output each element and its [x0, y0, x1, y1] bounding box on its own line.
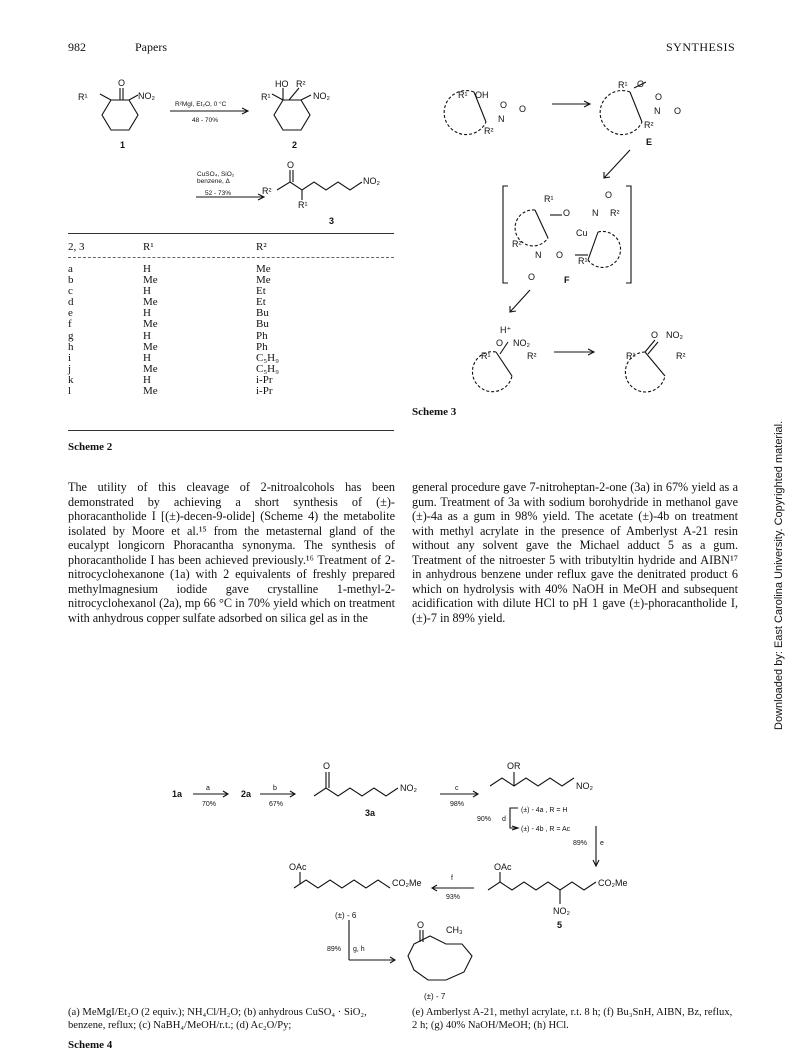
body-text-right: general procedure gave 7-nitroheptan-2-one (3a) in 67% yield as a gum. Treatment of 3a with sodium borohydride in methanol gave (±)-4a as a gum in 98% yield. The acetate (±)-4b on treatment with methyl acrylate in the presence of Amberlyst A-21 resin without any solvent gave the Michael adduct 5 as a gum. Treatment of the nitroester 5 with tributyltin hydride and AIBN¹⁷ in anhydrous benzene under reflux gave the denitrated product 6 which on hydrolysis with 40% NaOH in MeOH and subsequent acidification with dilute HCl to pH 1 gave (±)-phoracantholide I, (±)-7 in 89% yield.	[412, 480, 738, 625]
c3-no2: NO₂	[363, 176, 380, 186]
row-compound: i	[68, 351, 72, 364]
row-r2: Bu	[256, 307, 269, 320]
row-r2: Bu	[256, 318, 269, 331]
row-r2: i-Pr	[256, 385, 273, 398]
scheme4-label: Scheme 4	[68, 1039, 113, 1051]
row-r2: Ph	[256, 329, 268, 342]
row-r2: C₅H₉	[256, 362, 279, 375]
c3-r1: R¹	[298, 200, 308, 210]
s4-3a-no2: NO₂	[400, 783, 417, 793]
s3e-r2: R²	[644, 120, 654, 130]
page-number: 982	[68, 40, 86, 54]
s4-ye: 89%	[573, 840, 588, 847]
s4-6-oac: OAc	[289, 862, 307, 872]
download-watermark	[759, 400, 785, 730]
s3e-o: O	[637, 79, 645, 89]
s4-7: (±) - 7	[424, 992, 446, 1001]
s3f-r1b: R¹	[578, 256, 588, 266]
s4-yb: 67%	[269, 801, 284, 808]
row-compound: a	[68, 263, 73, 275]
s4-a: a	[206, 785, 210, 792]
s4-yf: 93%	[446, 894, 461, 901]
c2-r2: R²	[296, 79, 306, 89]
s3c-r1: R¹	[626, 351, 636, 361]
download-watermark-text: Downloaded by: East Carolina University. Copyrighted material.	[773, 420, 785, 730]
yield-2: 52 - 73%	[205, 190, 232, 197]
s4-3a-o: O	[323, 761, 331, 771]
c2-r1: R¹	[261, 92, 271, 102]
reagent-1: R²MgI, Et₂O, 0 °C	[175, 101, 227, 108]
s3f-r2b: R²	[512, 239, 522, 249]
body-text-left: The utility of this cleavage of 2-nitroalcohols has been demonstrated by achieving a short synthesis of (±)-phoracantholide I [(±)-decen-9-olide] (Scheme 4) the metabolite isolated by Moore et al.¹⁵ from the metasternal gland of the eucalypt longicorn Phoracantha synonyma. The synthesis of phoracantholide I has been achieved previously.¹⁶ Treatment of 2-nitrocyclohexanone (1a) with 2 equivalents of freshly prepared methylmagnesium iodide gave crystalline 1-methyl-2-nitrocyclohexanol (2a), mp 66 °C in 70% yield which on treatment with anhydrous copper sulfate adsorbed on silica gel as in the	[68, 480, 395, 625]
s3f-n1: N	[592, 208, 599, 218]
row-compound: k	[68, 373, 74, 386]
s3a-r2: R²	[484, 126, 494, 136]
s3a-oh: OH	[475, 90, 489, 100]
scheme4-footnote-left: (a) MeMgI/Et₂O (2 equiv.); NH₄Cl/H₂O; (b) anhydrous CuSO₄ · SiO₂, benzene, reflux; (c) NaBH₄/MeOH/r.t.; (d) Ac₂O/Py;	[68, 1007, 367, 1031]
row-r1: Me	[143, 385, 158, 398]
row-r2: C₅H₉	[256, 351, 279, 364]
row-compound: l	[68, 385, 72, 398]
s4-3a: 3a	[365, 808, 376, 818]
row-r2: Et	[256, 285, 266, 298]
c1-no2: NO₂	[138, 91, 155, 101]
cmpd-1-label: 1	[120, 140, 126, 150]
s3f-o1: O	[563, 208, 571, 218]
s4-gh: g, h	[353, 946, 365, 953]
cmpd-3-label: 3	[329, 216, 335, 226]
s4-ya: 70%	[202, 801, 217, 808]
row-r2: Me	[256, 274, 271, 287]
s4-e: e	[600, 840, 604, 847]
c1-r1: R¹	[78, 92, 88, 102]
c3-o: O	[287, 160, 295, 170]
row-r1: H	[143, 307, 151, 320]
s4-4b: (±) - 4b , R = Ac	[521, 826, 571, 833]
s4-5-no2: NO₂	[553, 906, 570, 916]
s4-or: OR	[507, 761, 521, 771]
s4-yc: 98%	[450, 801, 465, 808]
s4-5-oac: OAc	[494, 862, 512, 872]
row-compound: f	[68, 318, 72, 331]
s4-7-ch3: CH₃	[446, 925, 463, 935]
s4-ygh: 89%	[327, 946, 342, 953]
th-compound: 2, 3	[68, 241, 85, 253]
scheme3-label: Scheme 3	[412, 406, 457, 418]
reagent-2b: benzene, Δ	[197, 178, 230, 185]
s3e-r1: R¹	[618, 80, 628, 90]
row-r2: Me	[256, 263, 271, 275]
s3b-r1: R¹	[481, 351, 491, 361]
row-r1: Me	[143, 296, 158, 309]
scheme4-footnote-right: (e) Amberlyst A-21, methyl acrylate, r.t. 8 h; (f) Bu₃SnH, AIBN, Bz, reflux, 2 h; (g) 40% NaOH/MeOH; (h) HCl.	[412, 1007, 733, 1031]
row-compound: g	[68, 329, 74, 342]
row-r1: H	[143, 285, 151, 298]
c2-no2: NO₂	[313, 91, 330, 101]
s4-b: b	[273, 785, 277, 792]
s4-c: c	[455, 785, 459, 792]
row-compound: e	[68, 307, 73, 320]
s3f-cu: Cu	[576, 228, 588, 238]
c1-o: O	[118, 78, 126, 88]
row-compound: h	[68, 340, 74, 353]
s4-yd: 90%	[477, 816, 492, 823]
s3b-hplus: H⁺	[500, 325, 512, 335]
s3a-r1: R¹	[458, 90, 468, 100]
s4-d: d	[502, 816, 506, 823]
s4-f: f	[451, 875, 453, 882]
s3e-o3: O	[674, 106, 682, 116]
s3f-n2: N	[535, 250, 542, 260]
s3f-o1b: O	[605, 190, 613, 200]
s4-7-o: O	[417, 920, 425, 930]
row-r1: H	[143, 263, 151, 275]
s3f-r1: R¹	[544, 194, 554, 204]
s3f-o2b: O	[528, 272, 536, 282]
s3c-r2: R²	[676, 351, 686, 361]
row-r1: Me	[143, 340, 158, 353]
s3a-o2: O	[519, 104, 527, 114]
s3f-o2: O	[556, 250, 564, 260]
row-r1: Me	[143, 318, 158, 331]
th-r2: R²	[256, 241, 267, 253]
row-r2: i-Pr	[256, 373, 273, 386]
row-compound: j	[68, 362, 72, 375]
row-r1: H	[143, 373, 151, 386]
row-r1: H	[143, 329, 151, 342]
s3a-n: N	[498, 114, 505, 124]
row-r2: Et	[256, 296, 266, 309]
cmpd-2-label: 2	[292, 140, 298, 150]
s4-5-co2me: CO₂Me	[598, 878, 628, 888]
s4-6-co2me: CO₂Me	[392, 878, 422, 888]
c2-ho: HO	[275, 79, 289, 89]
row-r2: Ph	[256, 340, 268, 353]
s4-4a: (±) - 4a , R = H	[521, 807, 568, 814]
s4-2a: 2a	[241, 789, 252, 799]
s3e-o2: O	[655, 92, 663, 102]
row-r1: H	[143, 351, 151, 364]
label-F: F	[564, 275, 570, 285]
row-r1: Me	[143, 362, 158, 375]
s3c-o: O	[651, 330, 659, 340]
row-r1: Me	[143, 274, 158, 287]
s3c-no2: NO₂	[666, 330, 683, 340]
s3b-r2: R²	[527, 351, 537, 361]
row-compound: c	[68, 285, 73, 298]
section-name: Papers	[135, 40, 167, 54]
c3-r2: R²	[262, 186, 272, 196]
row-compound: b	[68, 274, 74, 287]
s4-1a: 1a	[172, 789, 183, 799]
s4-4-no2: NO₂	[576, 781, 593, 791]
row-compound: d	[68, 296, 74, 309]
journal-name: SYNTHESIS	[666, 40, 736, 54]
s3b-no2: NO₂	[513, 338, 530, 348]
s3a-o: O	[500, 100, 508, 110]
s4-6: (±) - 6	[335, 911, 357, 920]
s3f-r2a: R²	[610, 208, 620, 218]
s3e-n: N	[654, 106, 661, 116]
reagent-2a: CuSO₄, SiO₂	[197, 171, 235, 178]
yield-1: 48 - 70%	[192, 117, 219, 124]
label-E: E	[646, 137, 653, 147]
th-r1: R¹	[143, 241, 154, 253]
s3b-o: O	[496, 338, 504, 348]
s4-5: 5	[557, 920, 563, 930]
scheme2-label: Scheme 2	[68, 441, 113, 453]
